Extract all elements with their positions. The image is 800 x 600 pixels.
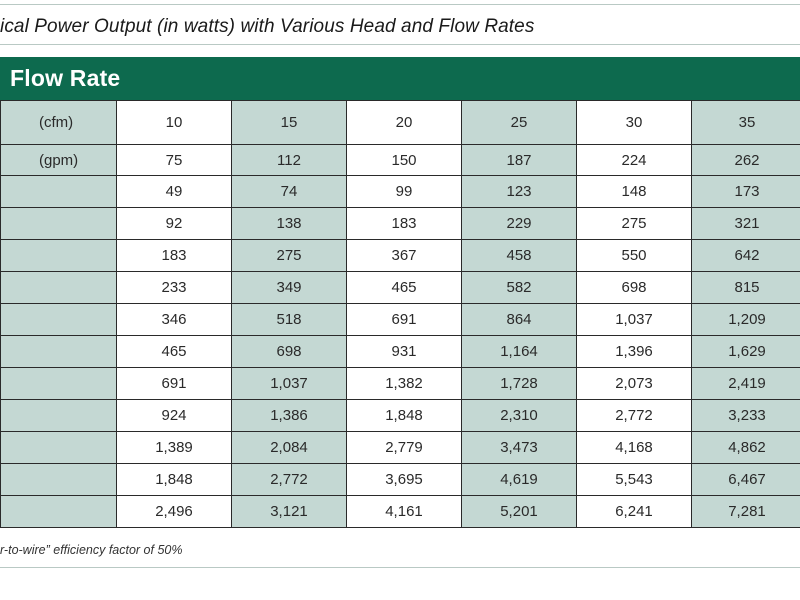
table-cell: 233	[117, 272, 232, 304]
gpm-value: 262	[692, 145, 800, 176]
footnote: r-to-wire” efficiency factor of 50%	[0, 543, 183, 557]
table-cell: 3,233	[692, 400, 800, 432]
table-cell: 5,201	[462, 496, 577, 528]
table-cell: 864	[462, 304, 577, 336]
table-cell: 5,543	[577, 464, 692, 496]
cfm-value: 15	[232, 101, 347, 145]
table-cell: 1,037	[232, 368, 347, 400]
table-cell: 465	[347, 272, 462, 304]
table-cell: 183	[347, 208, 462, 240]
table-row	[1, 176, 800, 208]
cfm-value: 30	[577, 101, 692, 145]
row-label-cell	[1, 400, 117, 432]
table-cell: 173	[692, 176, 800, 208]
gpm-value: 187	[462, 145, 577, 176]
table-cell: 2,419	[692, 368, 800, 400]
table-cell: 642	[692, 240, 800, 272]
cfm-row	[1, 101, 800, 145]
table-cell: 465	[117, 336, 232, 368]
table-row	[1, 336, 800, 368]
table-row	[1, 208, 800, 240]
table-cell: 1,629	[692, 336, 800, 368]
flow-rate-title: Flow Rate	[10, 65, 121, 91]
table-cell: 4,161	[347, 496, 462, 528]
top-rule	[0, 4, 800, 5]
row-label-cell	[1, 208, 117, 240]
table-cell: 321	[692, 208, 800, 240]
table-cell: 3,121	[232, 496, 347, 528]
table-cell: 582	[462, 272, 577, 304]
cfm-value: 25	[462, 101, 577, 145]
row-label-cell	[1, 464, 117, 496]
table-cell: 691	[117, 368, 232, 400]
table-cell: 349	[232, 272, 347, 304]
table-cell: 1,396	[577, 336, 692, 368]
cfm-value: 20	[347, 101, 462, 145]
table-cell: 2,073	[577, 368, 692, 400]
cfm-unit-label: (cfm)	[1, 101, 117, 145]
table-cell: 6,241	[577, 496, 692, 528]
table-cell: 518	[232, 304, 347, 336]
table-cell: 815	[692, 272, 800, 304]
table-cell: 1,848	[117, 464, 232, 496]
caption-rule	[0, 44, 800, 45]
row-label-cell	[1, 272, 117, 304]
gpm-value: 224	[577, 145, 692, 176]
table-cell: 1,848	[347, 400, 462, 432]
table-cell: 698	[577, 272, 692, 304]
power-output-table	[0, 100, 800, 528]
table-cell: 4,168	[577, 432, 692, 464]
table-cell: 4,862	[692, 432, 800, 464]
row-label-cell	[1, 336, 117, 368]
table-cell: 123	[462, 176, 577, 208]
table-cell: 3,473	[462, 432, 577, 464]
table-cell: 924	[117, 400, 232, 432]
table-row	[1, 272, 800, 304]
table-cell: 99	[347, 176, 462, 208]
row-label-cell	[1, 432, 117, 464]
row-label-cell	[1, 304, 117, 336]
row-label-cell	[1, 368, 117, 400]
table-cell: 1,389	[117, 432, 232, 464]
data-rows	[1, 176, 800, 528]
table-cell: 1,209	[692, 304, 800, 336]
table-row	[1, 304, 800, 336]
table-cell: 346	[117, 304, 232, 336]
gpm-row	[1, 145, 800, 176]
table-cell: 2,772	[577, 400, 692, 432]
gpm-value: 150	[347, 145, 462, 176]
table-cell: 92	[117, 208, 232, 240]
gpm-value: 75	[117, 145, 232, 176]
table-cell: 6,467	[692, 464, 800, 496]
table-cell: 1,164	[462, 336, 577, 368]
table-cell: 229	[462, 208, 577, 240]
table-row	[1, 400, 800, 432]
table-cell: 275	[232, 240, 347, 272]
gpm-unit-label: (gpm)	[1, 145, 117, 176]
table-row	[1, 368, 800, 400]
table-cell: 4,619	[462, 464, 577, 496]
table-row	[1, 496, 800, 528]
table-cell: 183	[117, 240, 232, 272]
cfm-value: 35	[692, 101, 800, 145]
table-cell: 275	[577, 208, 692, 240]
table-cell: 49	[117, 176, 232, 208]
table-cell: 74	[232, 176, 347, 208]
table-cell: 2,310	[462, 400, 577, 432]
cfm-value: 10	[117, 101, 232, 145]
table-cell: 550	[577, 240, 692, 272]
gpm-value: 112	[232, 145, 347, 176]
bottom-rule	[0, 567, 800, 568]
table-row	[1, 432, 800, 464]
table-row	[1, 240, 800, 272]
table-cell: 458	[462, 240, 577, 272]
table-cell: 1,382	[347, 368, 462, 400]
row-label-cell	[1, 176, 117, 208]
table-cell: 3,695	[347, 464, 462, 496]
table-cell: 1,728	[462, 368, 577, 400]
flow-rate-header	[0, 57, 800, 100]
row-label-cell	[1, 240, 117, 272]
table-row	[1, 464, 800, 496]
table-caption: ical Power Output (in watts) with Various Head and Flow Rates	[0, 16, 535, 37]
table-cell: 367	[347, 240, 462, 272]
table-cell: 691	[347, 304, 462, 336]
row-label-cell	[1, 496, 117, 528]
table-cell: 1,386	[232, 400, 347, 432]
table-cell: 2,772	[232, 464, 347, 496]
table-cell: 2,084	[232, 432, 347, 464]
table-cell: 2,496	[117, 496, 232, 528]
table-cell: 698	[232, 336, 347, 368]
table-cell: 148	[577, 176, 692, 208]
table-cell: 931	[347, 336, 462, 368]
table-cell: 2,779	[347, 432, 462, 464]
table-cell: 7,281	[692, 496, 800, 528]
table-cell: 1,037	[577, 304, 692, 336]
table-cell: 138	[232, 208, 347, 240]
